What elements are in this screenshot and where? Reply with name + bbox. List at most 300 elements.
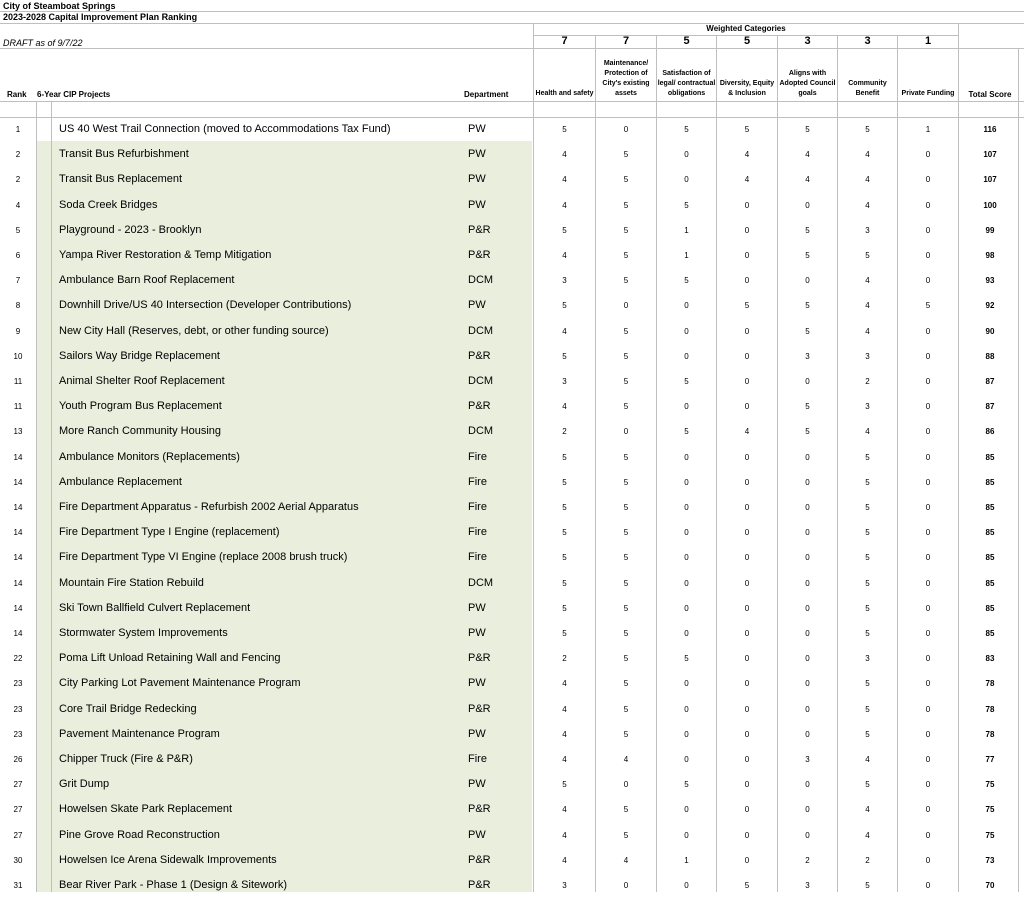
project-name: Youth Program Bus Replacement xyxy=(59,400,222,413)
score-cell: 0 xyxy=(925,855,931,865)
score-cell: 5 xyxy=(865,780,870,790)
score-cell: 5 xyxy=(805,402,810,412)
score-cell: 4 xyxy=(562,704,567,714)
project-name: Fire Department Type VI Engine (replace 2008 brush truck) xyxy=(59,551,348,564)
score-cell: 4 xyxy=(562,200,567,210)
score-cell: 0 xyxy=(925,881,931,890)
score-cell: 0 xyxy=(925,402,931,412)
project-name: Ambulance Replacement xyxy=(59,475,182,488)
project-name: New City Hall (Reserves, debt, or other funding source) xyxy=(59,324,329,337)
table-row xyxy=(0,319,1024,344)
score-cell: 0 xyxy=(925,729,931,739)
score-cell: 5 xyxy=(744,125,750,134)
score-cell: 5 xyxy=(865,251,870,260)
total-score-cell: 86 xyxy=(985,427,995,437)
score-cell: 5 xyxy=(805,427,810,437)
score-cell: 4 xyxy=(562,755,567,764)
weighted-categories-title: Weighted Categories xyxy=(706,24,786,33)
category-label: Health and safety xyxy=(535,90,594,97)
table-row xyxy=(0,193,1024,218)
department-cell: P&R xyxy=(468,853,491,866)
rank-cell: 14 xyxy=(13,503,23,512)
score-cell: 0 xyxy=(684,679,689,689)
score-cell: 5 xyxy=(744,881,750,890)
rank-cell: 26 xyxy=(13,755,23,764)
table-row xyxy=(0,848,1024,873)
category-weight: 1 xyxy=(924,35,932,47)
score-cell: 0 xyxy=(925,377,931,386)
score-cell: 5 xyxy=(562,780,567,790)
score-cell: 0 xyxy=(805,276,810,286)
category-weight: 3 xyxy=(864,35,871,47)
score-cell: 0 xyxy=(684,175,689,185)
department-cell: PW xyxy=(468,173,486,186)
score-cell: 0 xyxy=(925,578,931,588)
table-row xyxy=(0,722,1024,747)
rank-cell: 31 xyxy=(13,881,23,890)
score-cell: 0 xyxy=(623,881,629,890)
rank-cell: 11 xyxy=(13,402,23,412)
score-cell: 4 xyxy=(865,755,870,764)
department-cell: PW xyxy=(468,198,486,211)
rank-cell: 27 xyxy=(13,780,23,790)
department-cell: PW xyxy=(468,123,486,135)
score-cell: 0 xyxy=(744,629,750,638)
score-cell: 0 xyxy=(925,679,931,689)
score-cell: 4 xyxy=(562,830,567,840)
score-cell: 5 xyxy=(865,881,870,890)
score-cell: 5 xyxy=(865,679,870,689)
score-cell: 5 xyxy=(623,351,629,361)
score-cell: 5 xyxy=(562,528,567,538)
score-cell: 0 xyxy=(805,654,810,664)
project-name: Transit Bus Refurbishment xyxy=(59,148,189,161)
score-cell: 5 xyxy=(623,503,629,512)
score-cell: 3 xyxy=(805,881,810,890)
score-cell: 0 xyxy=(925,326,931,336)
score-cell: 5 xyxy=(562,301,567,311)
score-cell: 3 xyxy=(562,276,567,286)
rank-cell: 14 xyxy=(13,578,23,588)
score-cell: 4 xyxy=(744,427,750,437)
score-cell: 5 xyxy=(562,553,567,563)
score-cell: 5 xyxy=(865,729,870,739)
score-cell: 5 xyxy=(562,578,567,588)
score-cell: 0 xyxy=(744,377,750,386)
table-row xyxy=(0,545,1024,570)
score-cell: 0 xyxy=(925,755,931,764)
category-weight: 3 xyxy=(804,35,811,47)
score-cell: 3 xyxy=(562,881,567,890)
total-score-cell: 90 xyxy=(985,326,995,336)
rank-cell: 5 xyxy=(15,225,21,235)
score-cell: 4 xyxy=(562,729,567,739)
score-cell: 3 xyxy=(865,225,870,235)
project-name: Chipper Truck (Fire & P&R) xyxy=(59,753,193,765)
score-cell: 0 xyxy=(925,603,931,613)
department-header: Department xyxy=(464,90,509,99)
score-cell: 4 xyxy=(865,830,870,840)
total-score-cell: 75 xyxy=(985,805,995,815)
score-cell: 0 xyxy=(925,654,931,664)
category-label: Community Benefit xyxy=(848,80,887,97)
rank-cell: 6 xyxy=(15,251,21,260)
score-cell: 0 xyxy=(744,654,750,664)
score-cell: 0 xyxy=(805,629,810,638)
rank-cell: 27 xyxy=(13,805,23,815)
department-cell: DCM xyxy=(468,375,494,387)
score-cell: 0 xyxy=(805,780,810,790)
score-cell: 5 xyxy=(623,251,629,260)
department-cell: DCM xyxy=(468,274,494,287)
plan-title: 2023-2028 Capital Improvement Plan Ranking xyxy=(3,12,198,22)
score-cell: 5 xyxy=(562,225,567,235)
score-cell: 0 xyxy=(925,528,931,538)
project-header: 6-Year CIP Projects xyxy=(37,90,111,99)
rank-cell: 23 xyxy=(13,729,23,739)
total-score-cell: 85 xyxy=(985,553,995,563)
total-score-cell: 92 xyxy=(985,301,995,311)
category-weight: 7 xyxy=(561,35,568,47)
table-row xyxy=(0,697,1024,722)
score-cell: 5 xyxy=(623,452,629,462)
score-cell: 0 xyxy=(684,452,689,462)
total-score-cell: 85 xyxy=(985,578,995,588)
table-row xyxy=(0,243,1024,268)
table-row xyxy=(0,218,1024,243)
score-cell: 0 xyxy=(684,301,689,311)
score-cell: 0 xyxy=(744,251,750,260)
rank-cell: 23 xyxy=(13,704,23,714)
score-cell: 0 xyxy=(925,200,931,210)
department-cell: DCM xyxy=(468,324,494,337)
total-score-cell: 100 xyxy=(983,200,997,210)
table-row xyxy=(0,621,1024,646)
score-cell: 0 xyxy=(744,402,750,412)
score-cell: 5 xyxy=(623,225,629,235)
score-cell: 0 xyxy=(684,805,689,815)
score-cell: 0 xyxy=(925,704,931,714)
score-cell: 5 xyxy=(684,780,689,790)
total-score-cell: 116 xyxy=(983,125,997,134)
department-cell: Fire xyxy=(468,501,487,513)
score-cell: 5 xyxy=(623,729,629,739)
score-cell: 5 xyxy=(562,503,567,512)
score-cell: 5 xyxy=(865,528,870,538)
project-name: Poma Lift Unload Retaining Wall and Fencing xyxy=(59,652,281,665)
score-cell: 0 xyxy=(684,503,689,512)
project-name: Transit Bus Replacement xyxy=(59,173,183,186)
score-cell: 0 xyxy=(805,578,810,588)
department-cell: Fire xyxy=(468,475,487,488)
rank-cell: 14 xyxy=(13,477,23,487)
department-cell: P&R xyxy=(468,400,491,413)
table-row xyxy=(0,167,1024,192)
score-cell: 5 xyxy=(805,326,810,336)
score-cell: 0 xyxy=(805,553,810,563)
department-cell: PW xyxy=(468,299,486,312)
department-cell: DCM xyxy=(468,425,494,438)
score-cell: 0 xyxy=(744,477,750,487)
category-label: Private Funding xyxy=(901,90,955,97)
total-score-cell: 78 xyxy=(985,704,995,714)
score-cell: 5 xyxy=(684,125,689,134)
score-cell: 4 xyxy=(623,755,629,764)
table-row xyxy=(0,117,1024,142)
department-cell: Fire xyxy=(468,753,487,765)
score-cell: 0 xyxy=(684,402,689,412)
score-cell: 5 xyxy=(623,326,629,336)
score-cell: 0 xyxy=(684,528,689,538)
score-cell: 4 xyxy=(562,326,567,336)
category-weight: 7 xyxy=(622,35,630,47)
score-cell: 4 xyxy=(865,427,870,437)
score-cell: 0 xyxy=(805,679,810,689)
score-cell: 5 xyxy=(623,150,629,160)
total-score-cell: 75 xyxy=(985,830,995,840)
score-cell: 4 xyxy=(805,150,810,160)
table-row xyxy=(0,571,1024,596)
score-cell: 5 xyxy=(623,805,629,815)
score-cell: 5 xyxy=(865,603,870,613)
score-cell: 0 xyxy=(805,477,810,487)
score-cell: 5 xyxy=(623,830,629,840)
total-score-cell: 107 xyxy=(983,175,997,185)
score-cell: 5 xyxy=(623,200,629,210)
table-row xyxy=(0,419,1024,444)
score-cell: 0 xyxy=(744,830,750,840)
score-cell: 0 xyxy=(684,603,689,613)
total-score-header: Total Score xyxy=(968,90,1012,99)
table-row xyxy=(0,293,1024,318)
department-cell: Fire xyxy=(468,551,487,564)
rank-cell: 1 xyxy=(15,125,21,134)
score-cell: 0 xyxy=(684,704,689,714)
score-cell: 0 xyxy=(744,603,750,613)
score-cell: 3 xyxy=(865,351,870,361)
score-cell: 4 xyxy=(865,200,870,210)
score-cell: 0 xyxy=(684,629,689,638)
department-cell: Fire xyxy=(468,526,487,539)
score-cell: 5 xyxy=(623,603,629,613)
department-cell: PW xyxy=(468,627,486,639)
table-row xyxy=(0,495,1024,520)
score-cell: 0 xyxy=(684,150,689,160)
total-score-cell: 85 xyxy=(985,603,995,613)
score-cell: 5 xyxy=(623,528,629,538)
rank-cell: 27 xyxy=(13,830,23,840)
total-score-cell: 70 xyxy=(985,881,995,890)
score-cell: 5 xyxy=(865,125,870,134)
rank-cell: 10 xyxy=(13,351,23,361)
score-cell: 5 xyxy=(623,477,629,487)
score-cell: 0 xyxy=(623,301,629,311)
score-cell: 0 xyxy=(925,553,931,563)
score-cell: 3 xyxy=(805,351,810,361)
total-score-cell: 98 xyxy=(985,251,995,260)
rank-header: Rank xyxy=(7,90,27,99)
score-cell: 5 xyxy=(865,578,870,588)
score-cell: 5 xyxy=(623,402,629,412)
department-cell: PW xyxy=(468,727,486,740)
score-cell: 4 xyxy=(562,402,567,412)
score-cell: 5 xyxy=(805,251,810,260)
score-cell: 5 xyxy=(562,629,567,638)
score-cell: 5 xyxy=(865,704,870,714)
score-cell: 0 xyxy=(925,780,931,790)
total-score-cell: 93 xyxy=(985,276,995,286)
score-cell: 5 xyxy=(562,603,567,613)
table-row xyxy=(0,369,1024,394)
rank-cell: 30 xyxy=(13,855,23,865)
total-score-cell: 85 xyxy=(985,528,995,538)
score-cell: 0 xyxy=(925,805,931,815)
department-cell: PW xyxy=(468,677,486,690)
project-name: Grit Dump xyxy=(59,778,110,791)
score-cell: 0 xyxy=(623,427,629,437)
total-score-cell: 85 xyxy=(985,503,995,512)
score-cell: 0 xyxy=(744,225,750,235)
project-name: Downhill Drive/US 40 Intersection (Developer Contributions) xyxy=(59,299,352,312)
score-cell: 5 xyxy=(805,125,810,134)
total-score-cell: 85 xyxy=(985,477,995,487)
total-score-cell: 88 xyxy=(985,351,995,361)
score-cell: 1 xyxy=(684,855,689,865)
project-name: US 40 West Trail Connection (moved to Accommodations Tax Fund) xyxy=(59,123,391,135)
department-cell: P&R xyxy=(468,249,491,261)
score-cell: 0 xyxy=(623,780,629,790)
score-cell: 4 xyxy=(865,276,870,286)
category-weight: 5 xyxy=(683,35,690,47)
score-cell: 5 xyxy=(623,276,629,286)
category-weight: 5 xyxy=(743,35,751,47)
department-cell: PW xyxy=(468,148,486,161)
score-cell: 5 xyxy=(562,351,567,361)
department-cell: PW xyxy=(468,778,486,791)
total-score-cell: 99 xyxy=(985,225,995,235)
department-cell: PW xyxy=(468,601,486,614)
org-title: City of Steamboat Springs xyxy=(3,1,116,11)
score-cell: 0 xyxy=(805,830,810,840)
table-row xyxy=(0,344,1024,369)
score-cell: 4 xyxy=(865,805,870,815)
project-name: Fire Department Apparatus - Refurbish 2002 Aerial Apparatus xyxy=(59,501,359,513)
score-cell: 5 xyxy=(865,452,870,462)
department-cell: P&R xyxy=(468,702,491,715)
project-name: More Ranch Community Housing xyxy=(59,425,222,438)
score-cell: 5 xyxy=(562,477,567,487)
department-cell: P&R xyxy=(468,803,491,816)
total-score-cell: 77 xyxy=(985,755,995,764)
project-name: Bear River Park - Phase 1 (Design & Sitework) xyxy=(59,879,288,891)
department-cell: P&R xyxy=(468,349,491,362)
table-row xyxy=(0,823,1024,848)
score-cell: 0 xyxy=(805,528,810,538)
rank-cell: 13 xyxy=(13,427,23,437)
score-cell: 5 xyxy=(684,276,689,286)
table-row xyxy=(0,445,1024,470)
score-cell: 0 xyxy=(744,578,750,588)
score-cell: 4 xyxy=(562,805,567,815)
score-cell: 3 xyxy=(562,377,567,386)
score-cell: 4 xyxy=(865,301,870,311)
rank-cell: 4 xyxy=(15,200,21,210)
score-cell: 0 xyxy=(744,326,750,336)
score-cell: 0 xyxy=(925,251,931,260)
score-cell: 0 xyxy=(925,175,931,185)
score-cell: 0 xyxy=(684,326,689,336)
score-cell: 0 xyxy=(805,805,810,815)
score-cell: 0 xyxy=(925,351,931,361)
score-cell: 0 xyxy=(805,729,810,739)
total-score-cell: 78 xyxy=(985,679,995,689)
score-cell: 5 xyxy=(684,427,689,437)
department-cell: P&R xyxy=(468,879,491,891)
total-score-cell: 107 xyxy=(983,150,997,160)
score-cell: 0 xyxy=(925,276,931,286)
score-cell: 4 xyxy=(562,679,567,689)
score-cell: 5 xyxy=(865,553,870,563)
score-cell: 5 xyxy=(623,377,629,386)
score-cell: 0 xyxy=(623,125,629,134)
project-name: Stormwater System Improvements xyxy=(59,627,228,639)
score-cell: 0 xyxy=(684,553,689,563)
department-cell: PW xyxy=(468,828,486,841)
project-name: Soda Creek Bridges xyxy=(59,198,158,211)
score-cell: 4 xyxy=(623,855,629,865)
project-name: Yampa River Restoration & Temp Mitigation xyxy=(59,249,272,261)
score-cell: 0 xyxy=(805,704,810,714)
score-cell: 3 xyxy=(865,654,870,664)
score-cell: 1 xyxy=(684,225,689,235)
department-cell: DCM xyxy=(468,576,494,589)
rank-cell: 7 xyxy=(15,276,21,286)
score-cell: 1 xyxy=(684,251,689,260)
score-cell: 5 xyxy=(865,629,870,638)
score-cell: 5 xyxy=(805,225,810,235)
table-row xyxy=(0,596,1024,621)
rank-cell: 14 xyxy=(13,553,23,563)
department-cell: Fire xyxy=(468,450,487,463)
score-cell: 0 xyxy=(925,150,931,160)
score-cell: 0 xyxy=(744,729,750,739)
rank-cell: 2 xyxy=(15,150,21,160)
score-cell: 4 xyxy=(865,150,870,160)
table-row xyxy=(0,268,1024,293)
score-cell: 2 xyxy=(562,427,567,437)
project-name: Ambulance Monitors (Replacements) xyxy=(59,450,240,463)
score-cell: 5 xyxy=(684,377,689,386)
score-cell: 0 xyxy=(744,200,750,210)
category-label: Maintenance/ Protection of City's existing assets xyxy=(602,60,650,97)
score-cell: 5 xyxy=(623,629,629,638)
score-cell: 2 xyxy=(865,855,870,865)
score-cell: 0 xyxy=(684,830,689,840)
department-cell: P&R xyxy=(468,223,491,236)
table-row xyxy=(0,772,1024,797)
rank-cell: 14 xyxy=(13,528,23,538)
score-cell: 0 xyxy=(805,377,810,386)
score-cell: 5 xyxy=(623,553,629,563)
table-row xyxy=(0,394,1024,419)
score-cell: 5 xyxy=(623,578,629,588)
rank-cell: 23 xyxy=(13,679,23,689)
project-name: Ambulance Barn Roof Replacement xyxy=(59,274,235,287)
table-row xyxy=(0,797,1024,822)
score-cell: 2 xyxy=(562,654,567,664)
score-cell: 0 xyxy=(744,855,750,865)
rank-cell: 11 xyxy=(13,377,23,386)
